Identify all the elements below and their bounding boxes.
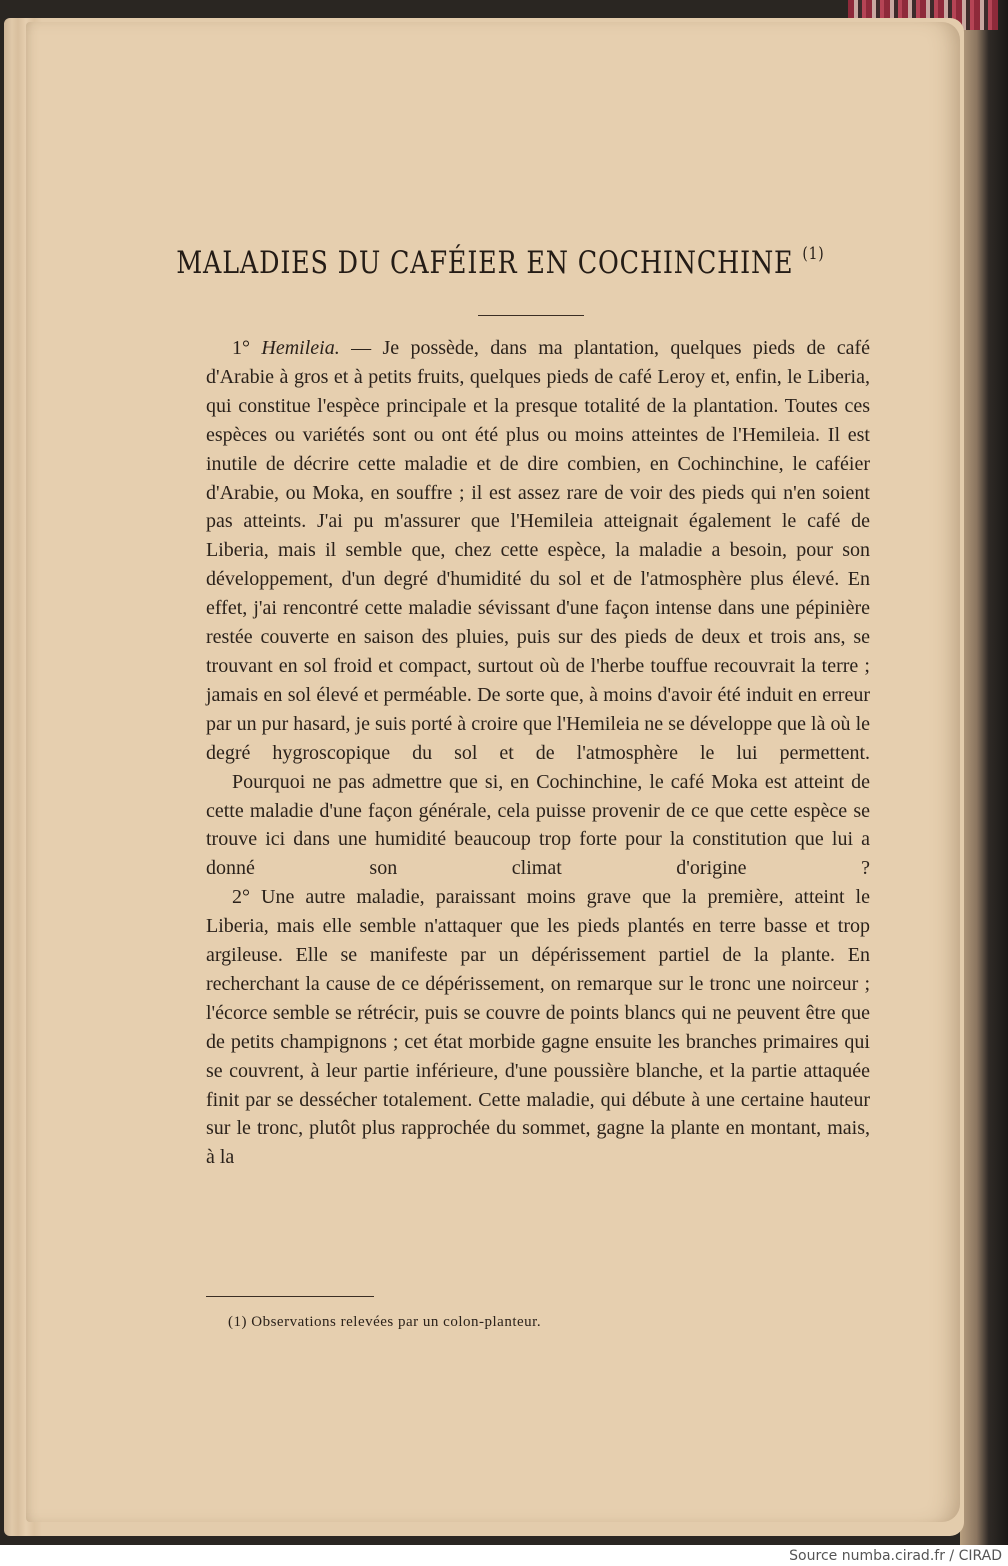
- body-text: [206, 334, 870, 1172]
- paragraph-text: — Je possède, dans ma plantation, quelques pieds de café d'Arabie à gros et à petits fruits, quelques pieds de café Leroy et, enfin, le Liberia, qui constitue l'espèce principale et la presque totalité de la plantation. Toutes ces espèces ou variétés sont ou ont été plus ou moins atteintes de l'Hemileia. Il est inutile de décrire cette maladie et de dire combien, en Cochinchine, le caféier d'Arabie, ou Moka, en souffre ; il est assez rare de voir des pieds qui n'en soient pas atteints. J'ai pu m'assurer que l'Hemileia atteignait également le café de Liberia, mais il semble que, chez cette espèce, la maladie a besoin, pour son développement, d'un degré d'humidité du sol et de l'atmosphère plus élevé. En effet, j'ai rencontré cette maladie sévissant d'une façon intense dans une pépinière restée couverte en saison des pluies, puis sur des pieds de deux et trois ans, se trouvant en sol froid et compact, surtout où de l'herbe touffue recouvrait la terre ; jamais en sol élevé et perméable. De sorte que, à moins d'avoir été induit en erreur par un pur hasard, je suis porté à croire que l'Hemileia ne se développe que là où le degré hygroscopique du sol et de l'atmosphère le lui permettent.: [206, 337, 871, 764]
- paragraph-number: 2°: [232, 886, 250, 909]
- paragraph-text: Une autre maladie, paraissant moins grave que la première, atteint le Liberia, mais elle semble n'attaquer que les pieds plantés en terre basse et trop argileuse. Elle se manifeste par un dépérissement partiel de la plante. En recherchant la cause de ce dépérissement, on remarque sur le tronc une noirceur ; l'écorce semble se rétrécir, puis se couvre de points blancs qui ne peuvent être que de petits champignons ; cet état morbide gagne ensuite les branches primaires qui se couvrent, à leur partie inférieure, d'une poussière blanche, et la partie attaquée finit par se dessécher totalement. Cette maladie, qui débute à une certaine hauteur sur le tronc, plutôt plus rapprochée du sommet, gagne la plante en montant, mais, à la: [206, 886, 870, 1169]
- paragraph-question: [206, 768, 870, 884]
- paragraph-text: Pourquoi ne pas admettre que si, en Cochinchine, le café Moka est atteint de cette maladie d'une façon générale, cela puisse provenir de ce que cette espèce se trouve ici dans une humidité beaucoup trop forte pour la constitution que lui a donné son climat d'origine ?: [206, 770, 870, 880]
- title-footnote-mark: (1): [802, 244, 825, 264]
- page-title-text: MALADIES DU CAFÉIER EN COCHINCHINE: [176, 245, 794, 281]
- paragraph-second-disease: [206, 883, 870, 1172]
- footnote: (1) Observations relevées par un colon-planteur.: [228, 1314, 542, 1330]
- book-page: [26, 22, 960, 1522]
- page-title: [110, 244, 876, 281]
- paragraph-number: 1°: [232, 337, 250, 359]
- book-spine: [960, 0, 1008, 1545]
- footnote-divider: [206, 1296, 374, 1297]
- paragraph-hemileia: [206, 334, 870, 768]
- paragraph-lead: Hemileia.: [261, 337, 340, 359]
- title-divider: [478, 315, 584, 316]
- source-credit: Source numba.cirad.fr / CIRAD: [789, 1548, 1002, 1564]
